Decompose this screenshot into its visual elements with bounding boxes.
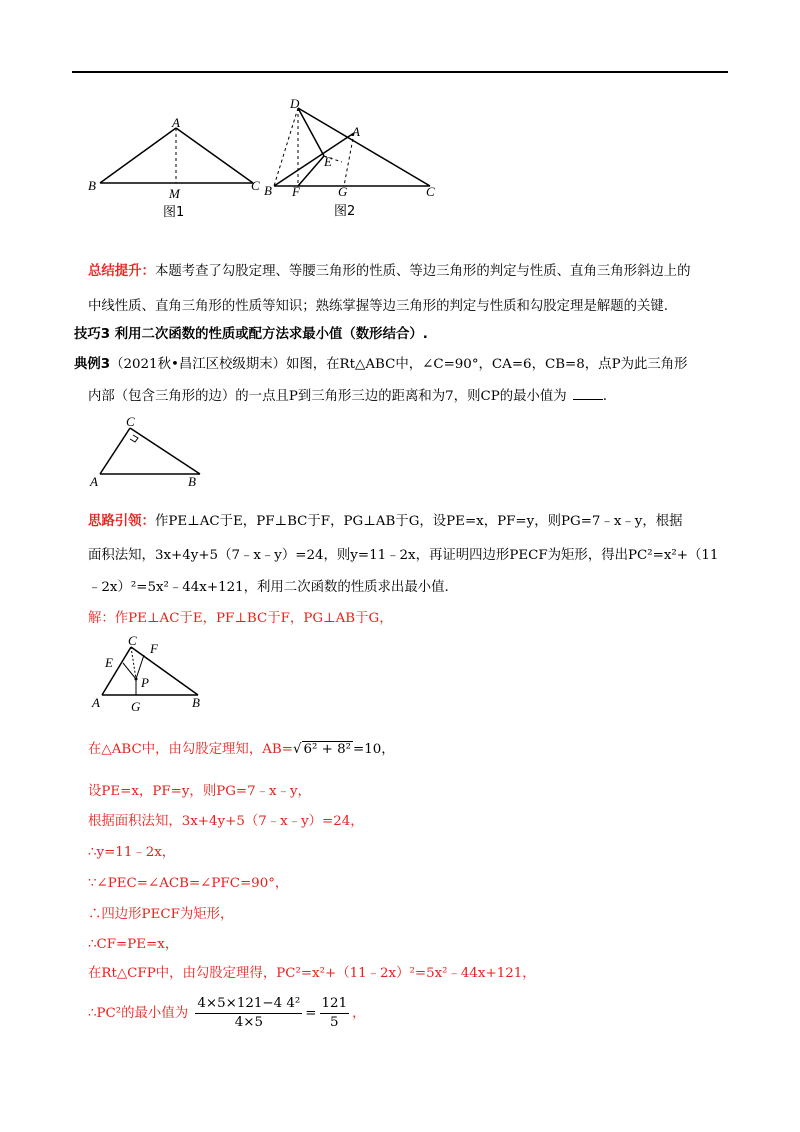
fraction-1: $\frac{\text{4×5×121−4 4²}}{4\times 5}$ bbox=[197, 996, 301, 1030]
fig1-label-C: C bbox=[251, 178, 260, 193]
example-line-1: 典例3（2021秋•昌江区校级期末）如图，在Rt△ABC中，∠C=90°，CA=6，CB=8，点P为此三角形 bbox=[74, 357, 688, 372]
fig3-label-A: A bbox=[90, 474, 98, 489]
fig4-label-B: B bbox=[192, 695, 200, 710]
solution-line-10: ∴PC²的最小值为 $\frac{\text{4×5×121−4 4²}}{4\times 5}$ = $\frac{121}{5}$ ， bbox=[88, 996, 366, 1030]
figure-1 bbox=[88, 115, 268, 223]
hint-label: 思路引领： bbox=[88, 514, 155, 529]
fig2-label-E: E bbox=[324, 154, 332, 169]
summary-line-1: 总结提升：本题考查了勾股定理、等腰三角形的性质、等边三角形的判定与性质、直角三角形斜边上的 bbox=[88, 264, 691, 279]
fig2-caption: 图2 bbox=[334, 204, 356, 219]
summary-label: 总结提升： bbox=[88, 264, 155, 279]
answer-blank bbox=[573, 387, 603, 400]
fig1-label-A: A bbox=[172, 115, 180, 130]
solution-line-7: ∴四边形PECF为矩形， bbox=[88, 907, 234, 922]
solution-line-9: 在Rt△CFP中，由勾股定理得，PC²=x²+（11﹣2x）²=5x²﹣44x+121， bbox=[88, 966, 536, 981]
fig3-label-C: C bbox=[126, 414, 135, 429]
top-rule bbox=[72, 71, 728, 73]
fig4-label-P: P bbox=[141, 675, 149, 690]
solution-line-4: 根据面积法知，3x+4y+5（7﹣x﹣y）=24， bbox=[88, 814, 364, 829]
fig2-label-C: C bbox=[426, 184, 435, 199]
fig4-label-C: C bbox=[128, 633, 137, 648]
figure-4 bbox=[88, 633, 218, 715]
fig1-label-B: B bbox=[88, 178, 96, 193]
fraction-2: $\frac{121}{5}$ bbox=[321, 996, 348, 1030]
fig2-label-F: F bbox=[292, 184, 300, 199]
solution-line-1: 解：作PE⊥AC于E，PF⊥BC于F，PG⊥AB于G， bbox=[88, 611, 393, 626]
solution-line-8: ∴CF=PE=x， bbox=[88, 937, 179, 952]
fig4-label-G: G bbox=[131, 699, 141, 714]
hint-line-2: 面积法知，3x+4y+5（7﹣x﹣y）=24，则y=11﹣2x，再证明四边形PECF为矩形，得出PC²=x²+（11 bbox=[88, 548, 719, 563]
solution-line-6: ∵∠PEC=∠ACB=∠PFC=90°， bbox=[88, 876, 289, 891]
example-label: 典例3 bbox=[74, 357, 111, 372]
fig2-label-B: B bbox=[264, 183, 272, 198]
fig2-label-G: G bbox=[338, 184, 348, 199]
fig2-label-D: D bbox=[290, 96, 300, 111]
hint-line-1: 思路引领：作PE⊥AC于E，PF⊥BC于F，PG⊥AB于G，设PE=x，PF=y，则PG=7﹣x﹣y，根据 bbox=[88, 514, 683, 529]
hint-line-3: ﹣2x）²=5x²﹣44x+121，利用二次函数的性质求出最小值. bbox=[88, 580, 449, 595]
tip-heading: 技巧3 利用二次函数的性质或配方法求最小值（数形结合）. bbox=[74, 327, 428, 342]
figure-2 bbox=[262, 96, 442, 221]
fig1-label-M: M bbox=[169, 186, 180, 201]
fig3-label-B: B bbox=[188, 474, 196, 489]
figure-3 bbox=[88, 414, 228, 492]
solution-line-5: ∴y=11﹣2x， bbox=[88, 845, 176, 860]
fig4-label-F: F bbox=[150, 641, 158, 656]
example-line-2: 内部（包含三角形的边）的一点且P到三角形三边的距离和为7，则CP的最小值为 . bbox=[88, 389, 607, 404]
solution-line-3: 设PE=x，PF=y，则PG=7﹣x﹣y， bbox=[88, 784, 311, 799]
summary-line-2: 中线性质、直角三角形的性质等知识；熟练掌握等边三角形的判定与性质和勾股定理是解题的关键. bbox=[88, 299, 669, 314]
fig4-label-A: A bbox=[92, 695, 100, 710]
solution-line-2: 在△ABC中，由勾股定理知，AB=√ 6² + 8² =10， bbox=[88, 742, 395, 757]
fig4-label-E: E bbox=[105, 655, 113, 670]
fig2-label-A: A bbox=[352, 124, 360, 139]
fig1-caption: 图1 bbox=[163, 205, 185, 220]
